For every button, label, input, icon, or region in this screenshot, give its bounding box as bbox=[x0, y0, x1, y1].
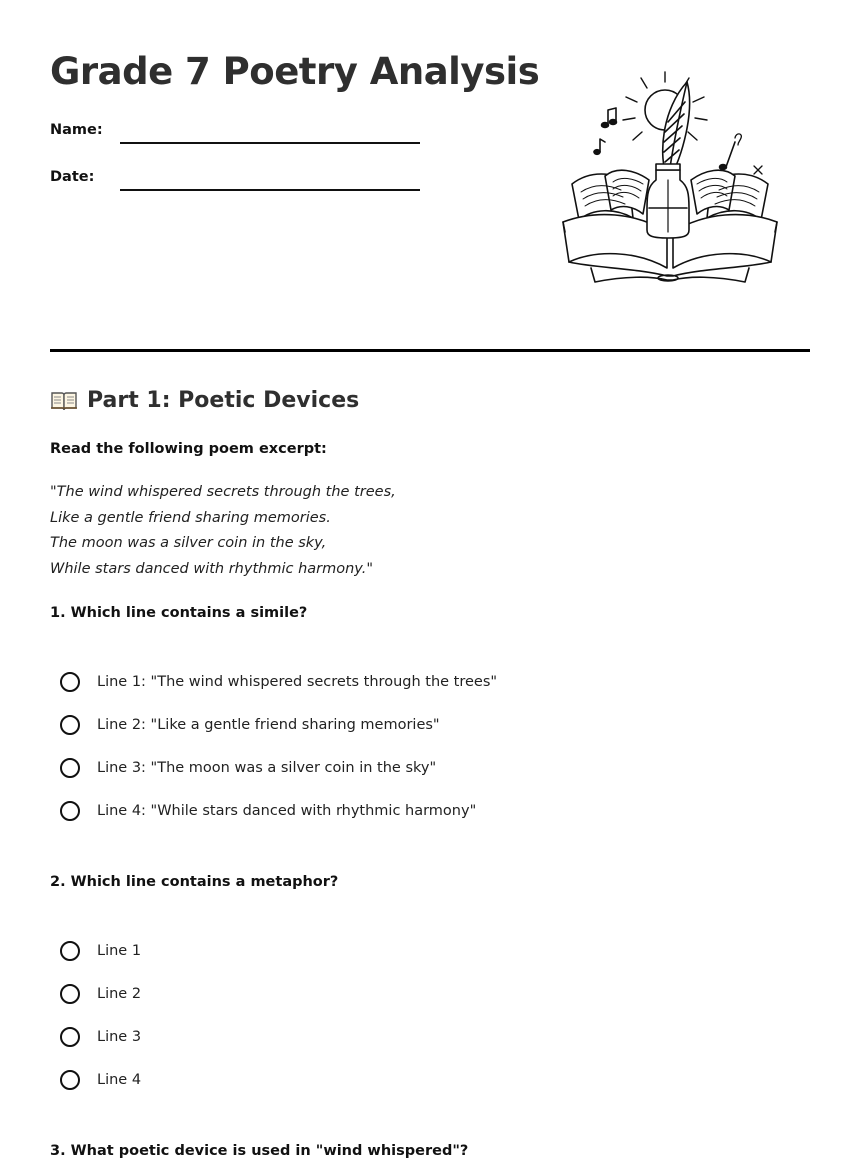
question-3: 3. What poetic device is used in "wind whispered"? bbox=[50, 1143, 469, 1159]
poem-line: Like a gentle friend sharing memories. bbox=[50, 509, 331, 526]
section-title bbox=[50, 388, 359, 413]
radio-button[interactable] bbox=[60, 1027, 80, 1047]
header-divider bbox=[50, 349, 810, 352]
option-line-1[interactable] bbox=[60, 929, 141, 972]
radio-button[interactable] bbox=[60, 715, 80, 735]
name-line[interactable] bbox=[120, 142, 420, 144]
option-line-4[interactable] bbox=[60, 789, 497, 832]
option-line-1[interactable] bbox=[60, 660, 497, 703]
option-label: Line 2 bbox=[97, 985, 142, 1002]
open-book-icon bbox=[50, 390, 78, 412]
option-label: Line 4: "While stars danced with rhythmic harmony" bbox=[97, 802, 477, 819]
radio-button[interactable] bbox=[60, 801, 80, 821]
option-label: Line 3: "The moon was a silver coin in the sky" bbox=[97, 759, 437, 776]
option-label: Line 1: "The wind whispered secrets through the trees" bbox=[97, 673, 498, 690]
section-title-text: Part 1: Poetic Devices bbox=[87, 388, 360, 413]
question-1: 1. Which line contains a simile? bbox=[50, 605, 308, 621]
radio-button[interactable] bbox=[60, 1070, 80, 1090]
name-label: Name: bbox=[50, 122, 103, 138]
question-1-options bbox=[60, 660, 497, 832]
option-line-2[interactable] bbox=[60, 703, 497, 746]
question-2-options bbox=[60, 929, 141, 1101]
poem-excerpt bbox=[50, 480, 396, 583]
option-line-3[interactable] bbox=[60, 746, 497, 789]
page-title: Grade 7 Poetry Analysis bbox=[50, 50, 540, 93]
radio-button[interactable] bbox=[60, 984, 80, 1004]
option-line-3[interactable] bbox=[60, 1015, 141, 1058]
poem-line: The moon was a silver coin in the sky, bbox=[50, 535, 327, 552]
date-label: Date: bbox=[50, 169, 95, 185]
radio-button[interactable] bbox=[60, 941, 80, 961]
poem-intro: Read the following poem excerpt: bbox=[50, 441, 327, 457]
option-label: Line 4 bbox=[97, 1071, 142, 1088]
quill-inkpot-open-book-icon bbox=[555, 62, 785, 287]
option-line-4[interactable] bbox=[60, 1058, 141, 1101]
option-label: Line 2: "Like a gentle friend sharing memories" bbox=[97, 716, 440, 733]
option-line-2[interactable] bbox=[60, 972, 141, 1015]
option-label: Line 1 bbox=[97, 942, 142, 959]
question-2: 2. Which line contains a metaphor? bbox=[50, 874, 339, 890]
date-line[interactable] bbox=[120, 189, 420, 191]
radio-button[interactable] bbox=[60, 758, 80, 778]
radio-button[interactable] bbox=[60, 672, 80, 692]
poem-line: While stars danced with rhythmic harmony." bbox=[50, 561, 374, 578]
poem-line: "The wind whispered secrets through the trees, bbox=[50, 484, 396, 500]
option-label: Line 3 bbox=[97, 1028, 142, 1045]
